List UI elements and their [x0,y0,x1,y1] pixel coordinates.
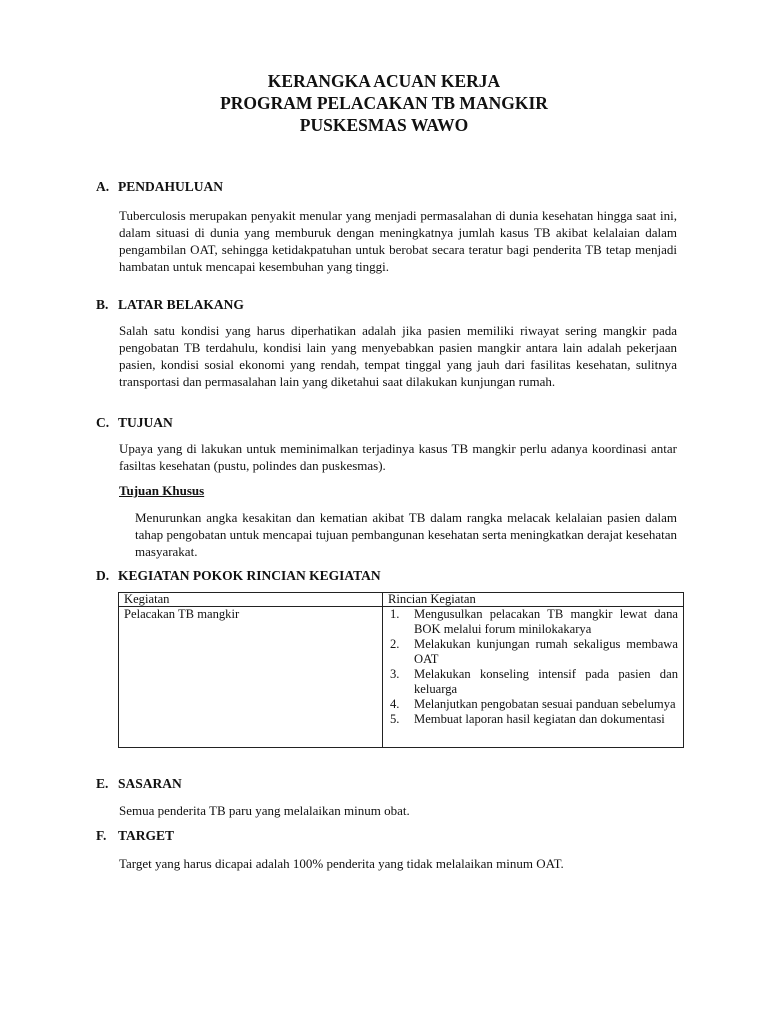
list-item-text: Membuat laporan hasil kegiatan dan dokumentasi [414,712,665,726]
section-e-title: SASARAN [118,776,182,791]
section-c-title: TUJUAN [118,415,173,430]
section-c-paragraph: Upaya yang di lakukan untuk meminimalkan terjadinya kasus TB mangkir perlu adanya koordinasi antar fasiltas kesehatan (pustu, polindes dan puskesmas). [119,441,677,473]
table-row [119,607,684,748]
rincian-cell [383,607,684,748]
list-item-text: Melanjutkan pengobatan sesuai panduan sebelumya [414,697,676,711]
kegiatan-table [118,592,684,748]
list-item-text: Melakukan konseling intensif pada pasien dan keluarga [414,667,678,696]
list-item-text: Mengusulkan pelacakan TB mangkir lewat dana BOK melalui forum minilokakarya [414,607,678,636]
section-f-title: TARGET [118,828,175,843]
kegiatan-cell: Pelacakan TB mangkir [119,607,383,748]
document-title-line-1: KERANGKA ACUAN KERJA [267,71,501,91]
section-a-title: PENDAHULUAN [118,179,224,194]
tujuan-khusus-heading: Tujuan Khusus [119,483,205,498]
list-item [388,607,678,637]
list-item-number: 2. [390,637,400,651]
section-f-letter: F. [96,828,107,843]
section-e-paragraph: Semua penderita TB paru yang melalaikan minum obat. [119,803,410,818]
list-item-number: 1. [390,607,400,621]
kegiatan-column-header: Kegiatan [119,593,383,607]
section-b-paragraph: Salah satu kondisi yang harus diperhatikan adalah jika pasien memiliki riwayat sering mangkir pada pengobatan TB terdahulu, kondisi lain yang menyebabkan pasien mangkir antara lain adalah pekerjaan pasien, kondisi sosial ekonomi yang rendah, tempat tinggal yang jauh dari fasilitas kesehatan, sulitnya transportasi dan permasalahan lain yang diketahui saat dilakukan kunjungan rumah. [119,323,677,389]
tujuan-khusus-paragraph: Menurunkan angka kesakitan dan kematian akibat TB dalam rangka melacak kelalaian pasien dalam tahap pengobatan untuk mencapai tujuan pembangunan kesehatan serta meningkatkan derajat kesehatan masyarakat. [135,510,677,559]
list-item-text: Melakukan kunjungan rumah sekaligus membawa OAT [414,637,678,666]
section-c-heading [96,415,173,431]
section-a-heading [96,179,223,195]
section-d-heading [96,568,381,584]
rincian-list [388,607,678,727]
section-d-letter: D. [96,568,110,583]
document-title-line-3: PUSKESMAS WAWO [299,115,469,135]
table-header-row [119,593,684,607]
section-b-heading [96,297,244,313]
section-a-paragraph: Tuberculosis merupakan penyakit menular yang menjadi permasalahan di dunia kesehatan hingga saat ini, dalam situasi di dunia yang memburuk dengan meningkatnya jumlah kasus TB akibat kelalaian dalam pengambilan OAT, sehingga ketidakpatuhan untuk berobat secara teratur bagi penderita TB tetap menjadi hambatan untuk mencapai kesembuhan yang tinggi. [119,208,677,274]
list-item-number: 5. [390,712,400,726]
rincian-column-header: Rincian Kegiatan [383,593,684,607]
section-e-letter: E. [96,776,109,791]
list-item [388,712,678,727]
section-b-letter: B. [96,297,109,312]
list-item [388,697,678,712]
list-item-number: 3. [390,667,400,681]
section-c-letter: C. [96,415,110,430]
section-f-heading [96,828,174,844]
section-a-letter: A. [96,179,110,194]
section-d-title: KEGIATAN POKOK RINCIAN KEGIATAN [118,568,381,583]
list-item [388,667,678,697]
section-e-heading [96,776,182,792]
list-item-number: 4. [390,697,400,711]
section-b-title: LATAR BELAKANG [118,297,244,312]
section-f-paragraph: Target yang harus dicapai adalah 100% penderita yang tidak melalaikan minum OAT. [119,856,564,871]
list-item [388,637,678,667]
document-title-line-2: PROGRAM PELACAKAN TB MANGKIR [220,93,548,113]
